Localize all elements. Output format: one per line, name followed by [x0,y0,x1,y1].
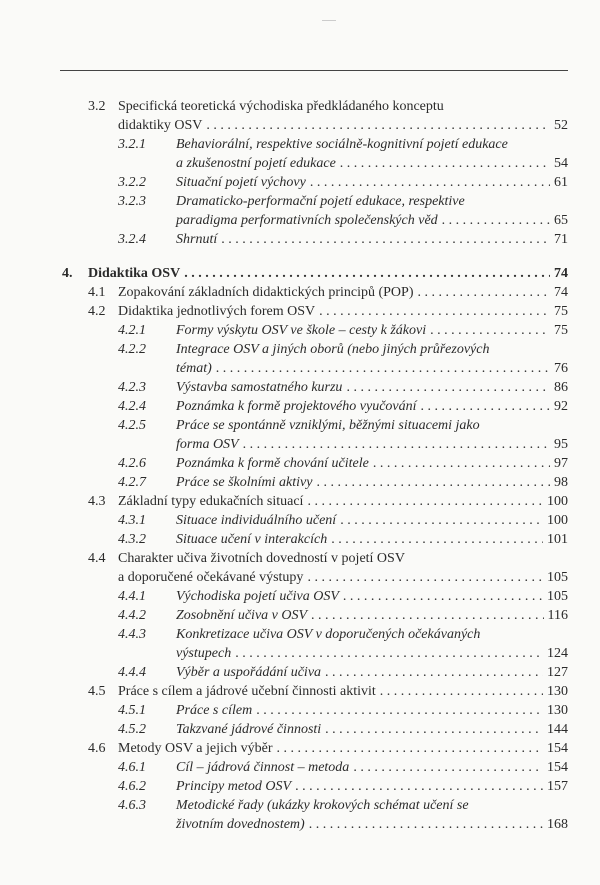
toc-entry-title: Práce se školními aktivy [176,475,313,490]
dot-leader [421,397,550,416]
dot-leader [442,211,550,230]
toc-entry [0,116,600,135]
toc-entry-title: Integrace OSV a jiných oborů (nebo jiných průřezových [176,342,490,357]
dot-leader [184,264,550,283]
toc-entry-page: 76 [554,361,568,376]
toc-entry-title: Konkretizace učiva OSV v doporučených očekávaných [176,627,481,642]
toc-entry-page: 127 [547,665,568,680]
toc-entry-title: Dramaticko-performační pojetí edukace, respektive [176,194,465,209]
toc-entry-number: 4.6 [88,741,106,756]
toc-entry [0,230,600,249]
toc-entry-page: 97 [554,456,568,471]
table-of-contents [0,97,600,834]
dot-leader [331,530,543,549]
toc-entry-page: 105 [547,570,568,585]
toc-entry-number: 4.5 [88,684,106,699]
toc-entry [0,359,600,378]
toc-entry [0,530,600,549]
toc-entry-title: Základní typy edukačních situací [118,494,304,509]
toc-entry-page: 124 [547,646,568,661]
toc-entry-page: 74 [554,266,568,281]
toc-entry-title: Východiska pojetí učiva OSV [176,589,339,604]
toc-entry-page: 100 [547,494,568,509]
toc-entry-page: 65 [554,213,568,228]
toc-entry [0,815,600,834]
dot-leader [311,606,543,625]
toc-entry-page: 154 [547,760,568,775]
scan-mark [322,20,336,21]
dot-leader [343,587,543,606]
toc-entry [0,625,600,644]
toc-entry-page: 154 [547,741,568,756]
toc-entry-page: 95 [554,437,568,452]
toc-entry-page: 71 [554,232,568,247]
dot-leader [277,739,544,758]
toc-entry-title: a zkušenostní pojetí edukace [176,156,336,171]
toc-entry-title: Shrnutí [176,232,218,247]
toc-entry-title: Výběr a uspořádání učiva [176,665,322,680]
toc-entry [0,211,600,230]
toc-entry-title: Takzvané jádrové činnosti [176,722,322,737]
toc-entry-page: 61 [554,175,568,190]
toc-entry [0,173,600,192]
dot-leader [346,378,550,397]
toc-entry-title: Práce s cílem [176,703,253,718]
toc-entry-number: 3.2.2 [118,175,146,190]
dot-leader [309,815,543,834]
toc-entry-title: životním dovednostem) [176,817,305,832]
dot-leader [243,435,550,454]
dot-leader [325,663,543,682]
dot-leader [340,511,543,530]
toc-entry-page: 130 [547,703,568,718]
dot-leader [310,173,550,192]
toc-entry-number: 4.2.1 [118,323,146,338]
toc-entry [0,416,600,435]
toc-entry [0,739,600,758]
toc-entry-title: forma OSV [176,437,239,452]
toc-entry-title: Didaktika OSV [88,266,181,281]
toc-entry [0,321,600,340]
toc-entry [0,340,600,359]
toc-entry-number: 4.3 [88,494,106,509]
toc-entry-title: Práce se spontánně vzniklými, běžnými situacemi jako [176,418,480,433]
toc-entry [0,97,600,116]
toc-entry [0,644,600,663]
toc-entry-title: Situace učení v interakcích [176,532,328,547]
toc-entry-title: Zopakování základních didaktických principů (POP) [118,285,414,300]
toc-entry-page: 75 [554,323,568,338]
toc-entry-page: 130 [547,684,568,699]
toc-entry [0,568,600,587]
toc-entry-number: 3.2.4 [118,232,146,247]
dot-leader [307,568,543,587]
toc-entry-title: a doporučené očekávané výstupy [118,570,304,585]
toc-entry-title: didaktiky OSV [118,118,203,133]
header-rule [60,70,568,71]
dot-leader [221,230,550,249]
toc-entry-title: Situace individuálního učení [176,513,337,528]
toc-entry-page: 105 [547,589,568,604]
dot-leader [373,454,550,473]
toc-entry [0,135,600,154]
toc-entry [0,663,600,682]
toc-entry-page: 75 [554,304,568,319]
toc-entry-title: Didaktika jednotlivých forem OSV [118,304,316,319]
toc-entry-number: 4.6.1 [118,760,146,775]
toc-entry-title: Zosobnění učiva v OSV [176,608,308,623]
toc-entry-title: Metodické řady (ukázky krokových schémat učení se [176,798,469,813]
dot-leader [353,758,543,777]
toc-entry-number: 4.2.5 [118,418,146,433]
dot-leader [325,720,543,739]
toc-entry-title: Formy výskytu OSV ve škole – cesty k žákovi [176,323,427,338]
toc-entry-number: 4.1 [88,285,106,300]
toc-entry [0,720,600,739]
toc-entry-number: 4.2.2 [118,342,146,357]
toc-entry-number: 3.2.1 [118,137,146,152]
toc-entry [0,511,600,530]
toc-entry-title: Poznámka k formě projektového vyučování [176,399,417,414]
toc-entry-page: 100 [547,513,568,528]
toc-entry-number: 4.3.1 [118,513,146,528]
toc-entry-number: 4.2.7 [118,475,146,490]
toc-entry [0,549,600,568]
toc-entry [0,758,600,777]
toc-entry-page: 98 [554,475,568,490]
toc-entry-number: 3.2.3 [118,194,146,209]
toc-entry [0,473,600,492]
toc-entry-number: 3.2 [88,99,106,114]
toc-entry-page: 92 [554,399,568,414]
toc-entry-page: 52 [554,118,568,133]
toc-entry-number: 4.2.3 [118,380,146,395]
dot-leader [430,321,550,340]
toc-entry [0,587,600,606]
toc-entry [0,606,600,625]
dot-leader [417,283,550,302]
toc-entry-title: Behaviorální, respektive sociálně-kognitivní pojetí edukace [176,137,508,152]
toc-entry-number: 4.2.6 [118,456,146,471]
dot-leader [307,492,543,511]
toc-entry [0,192,600,211]
toc-entry [0,264,600,283]
toc-entry-number: 4.3.2 [118,532,146,547]
toc-entry-title: Práce s cílem a jádrové učební činnosti aktivit [118,684,376,699]
toc-entry-number: 4.6.2 [118,779,146,794]
dot-leader [380,682,543,701]
dot-leader [295,777,543,796]
toc-entry [0,302,600,321]
toc-entry-title: výstupech [176,646,232,661]
toc-entry-title: Cíl – jádrová činnost – metoda [176,760,350,775]
toc-entry-number: 4.2.4 [118,399,146,414]
toc-entry [0,777,600,796]
toc-entry-title: Situační pojetí výchovy [176,175,306,190]
toc-entry-page: 74 [554,285,568,300]
toc-entry-number: 4.5.1 [118,703,146,718]
dot-leader [340,154,550,173]
dot-leader [319,302,550,321]
toc-entry [0,435,600,454]
toc-entry-title: Charakter učiva životních dovedností v pojetí OSV [118,551,405,566]
toc-entry-title: paradigma performativních společenských věd [176,213,438,228]
toc-entry [0,378,600,397]
toc-entry [0,283,600,302]
toc-entry-page: 168 [547,817,568,832]
toc-entry-page: 101 [547,532,568,547]
toc-entry-title: Specifická teoretická východiska předkládaného konceptu [118,99,444,114]
dot-leader [206,116,550,135]
toc-entry-number: 4.4.4 [118,665,146,680]
toc-entry-title: Výstavba samostatného kurzu [176,380,343,395]
dot-leader [256,701,543,720]
toc-entry-number: 4. [62,266,73,281]
toc-entry-page: 116 [547,608,568,623]
toc-entry-title: Poznámka k formě chování učitele [176,456,369,471]
toc-entry-number: 4.4.1 [118,589,146,604]
toc-entry-number: 4.2 [88,304,106,319]
toc-entry-title: témat) [176,361,212,376]
toc-entry-number: 4.5.2 [118,722,146,737]
toc-entry [0,796,600,815]
toc-entry [0,492,600,511]
toc-entry-page: 157 [547,779,568,794]
toc-entry-title: Principy metod OSV [176,779,292,794]
toc-entry-number: 4.4 [88,551,106,566]
toc-entry [0,682,600,701]
toc-entry-page: 144 [547,722,568,737]
dot-leader [216,359,550,378]
toc-entry-title: Metody OSV a jejich výběr [118,741,273,756]
dot-leader [316,473,550,492]
dot-leader [235,644,543,663]
toc-entry [0,397,600,416]
toc-entry-number: 4.4.2 [118,608,146,623]
toc-entry [0,454,600,473]
toc-entry [0,154,600,173]
toc-entry-page: 86 [554,380,568,395]
toc-entry [0,701,600,720]
toc-entry-number: 4.4.3 [118,627,146,642]
toc-entry-number: 4.6.3 [118,798,146,813]
toc-entry-page: 54 [554,156,568,171]
